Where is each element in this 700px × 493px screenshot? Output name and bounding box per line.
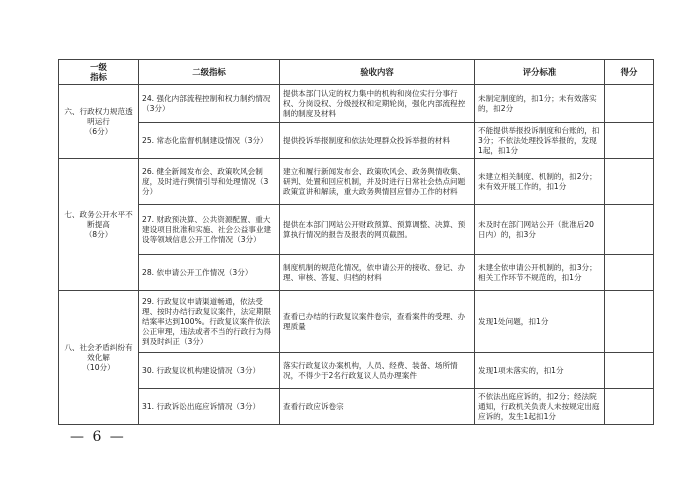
table-header-row bbox=[59, 60, 654, 85]
group-label-8: 八、社会矛盾纠纷有效化解 （10分） bbox=[59, 291, 139, 425]
table-row bbox=[59, 389, 654, 425]
content-cell: 提供在本部门网站公开财政预算、预算调整、决算、预算执行情况的报告及报表的网页截图。 bbox=[280, 205, 475, 255]
indicator-cell: 26. 健全新闻发布会、政策吹风会制度，及时进行舆情引导和处理情况（3分） bbox=[139, 159, 280, 205]
standard-cell: 未制定制度的，扣1分；未有效落实的，扣2分 bbox=[475, 85, 605, 123]
score-cell bbox=[605, 291, 654, 353]
content-cell: 查看已办结的行政复议案件卷宗，查看案件的受理、办理质量 bbox=[280, 291, 475, 353]
page-number: — 6 — bbox=[70, 429, 126, 445]
score-cell bbox=[605, 159, 654, 205]
standard-cell: 未及时在部门网站公开（批准后20日内）的，扣3分 bbox=[475, 205, 605, 255]
group-label-6: 六、行政权力规范透明运行 （6分） bbox=[59, 85, 139, 159]
standard-cell: 不能提供举报投诉制度和台账的，扣3分；不依法处理投诉举报的，发现1起，扣1分 bbox=[475, 123, 605, 159]
standard-cell: 发现1处问题，扣1分 bbox=[475, 291, 605, 353]
standard-cell: 未建全依申请公开机制的，扣3分；相关工作环节不规范的，扣1分 bbox=[475, 255, 605, 291]
score-cell bbox=[605, 205, 654, 255]
content-cell: 提供投诉举报制度和依法处理群众投诉举报的材料 bbox=[280, 123, 475, 159]
table-row bbox=[59, 353, 654, 389]
content-cell: 建立和履行新闻发布会、政策吹风会、政务舆情收集、研判、处置和回应机制，并及时进行日常社会热点问题政策宣讲和解读，重大政务舆情回应督办工作的材料 bbox=[280, 159, 475, 205]
header-scoring-standard: 评分标准 bbox=[475, 60, 605, 85]
indicator-cell: 24. 强化内部流程控制和权力制约情况（3分） bbox=[139, 85, 280, 123]
table-row bbox=[59, 85, 654, 123]
header-check-content: 验收内容 bbox=[280, 60, 475, 85]
score-cell bbox=[605, 255, 654, 291]
header-level1: 一级 指标 bbox=[59, 60, 139, 85]
standard-cell: 未建立相关制度、机制的，扣2分；未有效开展工作的，扣1分 bbox=[475, 159, 605, 205]
score-cell bbox=[605, 389, 654, 425]
indicator-cell: 28. 依申请公开工作情况（3分） bbox=[139, 255, 280, 291]
standard-cell: 不依法出庭应诉的，扣2分；经法院通知，行政机关负责人未按规定出庭应诉的，发生1起扣1分 bbox=[475, 389, 605, 425]
header-score: 得分 bbox=[605, 60, 654, 85]
table-row bbox=[59, 255, 654, 291]
group-label-7: 七、政务公开水平不断提高 （8分） bbox=[59, 159, 139, 291]
score-cell bbox=[605, 85, 654, 123]
score-cell bbox=[605, 353, 654, 389]
indicator-cell: 25. 常态化监督机制建设情况（3分） bbox=[139, 123, 280, 159]
content-cell: 制度机制的规范化情况，依申请公开的接收、登记、办理、审核、答复、归档的材料 bbox=[280, 255, 475, 291]
table-row bbox=[59, 205, 654, 255]
header-level2: 二级指标 bbox=[139, 60, 280, 85]
table-row bbox=[59, 123, 654, 159]
assessment-table bbox=[58, 59, 654, 425]
indicator-cell: 30. 行政复议机构建设情况（3分） bbox=[139, 353, 280, 389]
content-cell: 查看行政应诉卷宗 bbox=[280, 389, 475, 425]
standard-cell: 发现1项未落实的，扣1分 bbox=[475, 353, 605, 389]
table-row bbox=[59, 291, 654, 353]
content-cell: 落实行政复议办案机构，人员、经费、装备、场所情况，不得少于2名行政复议人员办理案件 bbox=[280, 353, 475, 389]
table-row bbox=[59, 159, 654, 205]
indicator-cell: 31. 行政诉讼出庭应诉情况（3分） bbox=[139, 389, 280, 425]
content-cell: 提供本部门认定的权力集中的机构和岗位实行分事行权、分岗设权、分级授权和定期轮岗，强化内部流程控制的制度及材料 bbox=[280, 85, 475, 123]
indicator-cell: 29. 行政复议申请渠道畅通，依法受理、按时办结行政复议案件，法定期限结案率达到100%。行政复议案件依法公正审理，违法或者不当的行政行为得到及时纠正（3分） bbox=[139, 291, 280, 353]
score-cell bbox=[605, 123, 654, 159]
indicator-cell: 27. 财政预决算、公共资源配置、重大建设项目批准和实施、社会公益事业建设等领域信息公开工作情况（3分） bbox=[139, 205, 280, 255]
